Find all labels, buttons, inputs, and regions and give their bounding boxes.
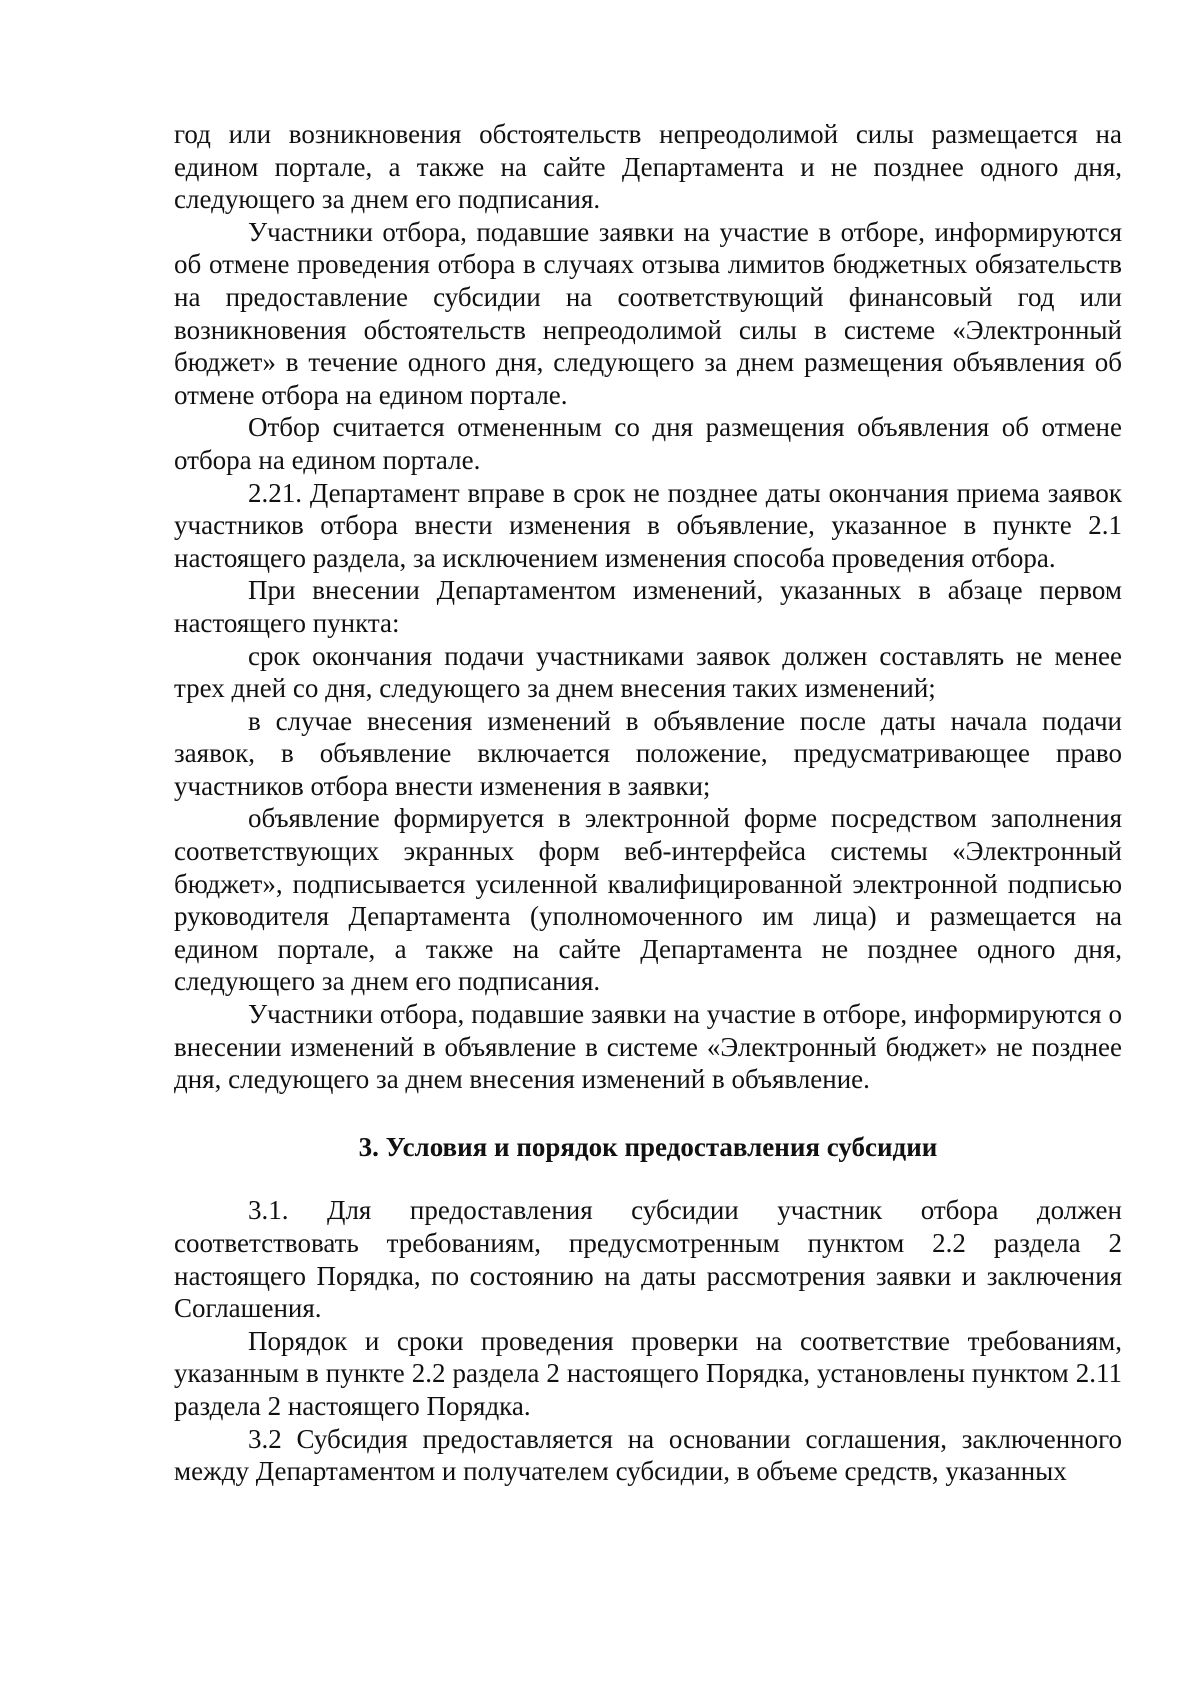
document-page (174, 118, 1122, 1488)
paragraph-9: Участники отбора, подавшие заявки на участие в отборе, информируются о внесении изменений в объявление в системе «Электронный бюджет» не позднее дня, следующего за днем внесения изменений в объявление. (174, 999, 1122, 1095)
paragraph-8: объявление формируется в электронной форме посредством заполнения соответствующих экранных форм веб-интерфейса системы «Электронный бюджет», подписывается усиленной квалифицированной электронной подписью руководителя Департамента (уполномоченного им лица) и размещается на едином портале, а также на сайте Департамента не позднее одного дня, следующего за днем его подписания. (174, 803, 1122, 997)
section-heading: 3. Условия и порядок предоставления субсидии (358, 1131, 938, 1162)
paragraph-7: в случае внесения изменений в объявление после даты начала подачи заявок, в объявление включается положение, предусматривающее право участников отбора внести изменения в заявки; (174, 705, 1122, 801)
paragraph-3: Отбор считается отмененным со дня размещения объявления об отмене отбора на едином портале. (174, 412, 1122, 475)
paragraph-2: Участники отбора, подавшие заявки на участие в отборе, информируются об отмене проведения отбора в случаях отзыва лимитов бюджетных обязательств на предоставление субсидии на соответствующий финансовый год или возникновения обстоятельств непреодолимой силы в системе «Электронный бюджет» в течение одного дня, следующего за днем размещения объявления об отмене отбора на едином портале. (174, 216, 1122, 410)
paragraph-11: Порядок и сроки проведения проверки на соответствие требованиям, указанным в пункте 2.2 раздела 2 настоящего Порядка, установлены пунктом 2.11 раздела 2 настоящего Порядка. (174, 1325, 1122, 1421)
paragraph-4: 2.21. Департамент вправе в срок не позднее даты окончания приема заявок участников отбора внести изменения в объявление, указанное в пункте 2.1 настоящего раздела, за исключением изменения способа проведения отбора. (174, 477, 1122, 573)
paragraph-1: год или возникновения обстоятельств непреодолимой силы размещается на едином портале, а также на сайте Департамента и не позднее одного дня, следующего за днем его подписания. (174, 119, 1122, 215)
paragraph-6: срок окончания подачи участниками заявок должен составлять не менее трех дней со дня, следующего за днем внесения таких изменений; (174, 640, 1122, 704)
paragraph-5: При внесении Департаментом изменений, указанных в абзаце первом настоящего пункта: (174, 575, 1122, 638)
paragraph-10: 3.1. Для предоставления субсидии участник отбора должен соответствовать требованиям, предусмотренным пунктом 2.2 раздела 2 настоящего Порядка, по состоянию на даты рассмотрения заявки и заключения Соглашения. (174, 1195, 1122, 1324)
paragraph-12: 3.2 Субсидия предоставляется на основании соглашения, заключенного между Департаментом и получателем субсидии, в объеме средств, указанных (174, 1423, 1122, 1487)
